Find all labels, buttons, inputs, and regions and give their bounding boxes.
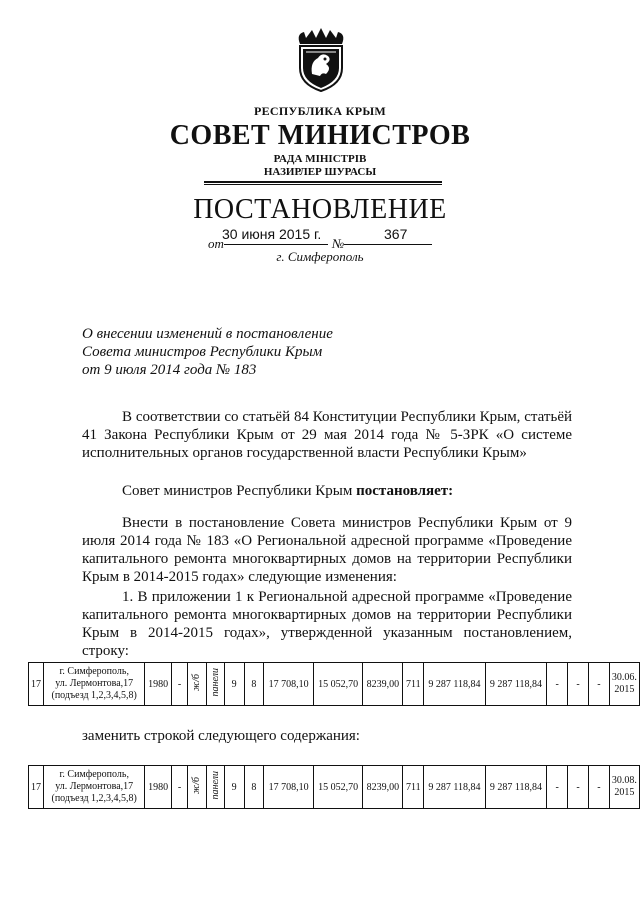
subject-line: О внесении изменений в постановление <box>82 326 333 342</box>
cost-fund-cell: 9 287 118,84 <box>485 663 547 706</box>
subject-line: Совета министров Республики Крым <box>82 344 323 360</box>
material-text: ж/б <box>191 776 203 795</box>
cost-total-cell: 9 287 118,84 <box>424 766 486 809</box>
type-cell <box>206 766 224 809</box>
dash-cell: - <box>171 663 187 706</box>
floors-cell: 9 <box>224 663 244 706</box>
republic-title: РЕСПУБЛИКА КРЫМ <box>253 104 387 118</box>
council-title: СОВЕТ МИНИСТРОВ <box>169 120 471 151</box>
area-living-cell: 15 052,70 <box>313 766 363 809</box>
number-label: № <box>332 236 345 251</box>
address-line: г. Симферополь, <box>59 666 129 677</box>
residents-cell: 711 <box>403 766 424 809</box>
address-line: ул. Лермонтова,17 <box>55 781 134 792</box>
date-underline <box>224 244 328 245</box>
deadline-line: 30.06. <box>611 672 637 683</box>
deadline-cell <box>609 766 639 809</box>
material-cell <box>188 766 206 809</box>
subject-line: от 9 июля 2014 года № 183 <box>82 362 257 378</box>
document-type: ПОСТАНОВЛЕНИЕ <box>193 194 447 225</box>
address-cell <box>44 663 145 706</box>
dash-cell: - <box>588 766 609 809</box>
residents-cell: 711 <box>403 663 424 706</box>
material-cell <box>188 663 206 706</box>
address-cell <box>44 766 145 809</box>
entrances-cell: 8 <box>244 663 264 706</box>
number-underline <box>344 244 432 245</box>
replace-text: заменить строкой следующего содержания: <box>82 728 360 744</box>
row-number: 17 <box>29 663 44 706</box>
area-living-cell: 15 052,70 <box>313 663 363 706</box>
area-other-cell: 8239,00 <box>363 766 403 809</box>
year-cell: 1980 <box>145 663 172 706</box>
entrances-cell: 8 <box>244 766 264 809</box>
dash-cell: - <box>588 663 609 706</box>
deadline-line: 2015 <box>614 787 635 798</box>
area-total-cell: 17 708,10 <box>264 663 314 706</box>
deadline-line: 30.08. <box>611 775 637 786</box>
dash-cell: - <box>568 663 589 706</box>
address-line: (подъезд 1,2,3,4,5,8) <box>51 690 137 701</box>
address-line: г. Симферополь, <box>59 769 129 780</box>
table-row <box>29 766 640 809</box>
cost-fund-cell: 9 287 118,84 <box>485 766 547 809</box>
document-date: 30 июня 2015 г. <box>222 226 322 242</box>
type-cell <box>206 663 224 706</box>
header-rule-thin <box>204 184 442 185</box>
document-city: г. Симферополь <box>276 249 364 264</box>
resolution-text: Совет министров Республики Крым <box>122 483 357 499</box>
coat-of-arms-emblem <box>292 28 350 92</box>
old-row-table <box>28 662 640 706</box>
year-cell: 1980 <box>145 766 172 809</box>
date-label: от <box>208 236 224 251</box>
council-title-ua: РАДА МІНІСТРІВ <box>273 153 367 165</box>
deadline-line: 2015 <box>614 684 635 695</box>
dash-cell: - <box>547 766 568 809</box>
dash-cell: - <box>547 663 568 706</box>
address-line: ул. Лермонтова,17 <box>55 678 134 689</box>
dash-cell: - <box>568 766 589 809</box>
floors-cell: 9 <box>224 766 244 809</box>
type-text: панели <box>209 771 221 800</box>
type-text: панели <box>209 668 221 697</box>
dash-cell: - <box>171 766 187 809</box>
new-row-table <box>28 765 640 809</box>
item-1-paragraph: 1. В приложении 1 к Региональной адресной программе «Проведение капитального ремонта многоквартирных домов на территории Республики Крым в 2014-2015 годах», утвержденной указанным постановлением, строку: <box>82 589 572 659</box>
resolution-verb: постановляет: <box>356 483 454 499</box>
area-total-cell: 17 708,10 <box>264 766 314 809</box>
document-subject <box>82 325 333 379</box>
deadline-cell <box>609 663 639 706</box>
cost-total-cell: 9 287 118,84 <box>424 663 486 706</box>
area-other-cell: 8239,00 <box>363 663 403 706</box>
document-number: 367 <box>384 226 408 242</box>
preamble-paragraph: В соответствии со статьёй 84 Конституции Республики Крым, статьёй 41 Закона Республики Крым от 29 мая 2014 года № 5-ЗРК «О системе исполнительных органов государственной власти Республики Крым» <box>82 409 572 461</box>
table-row <box>29 663 640 706</box>
address-line: (подъезд 1,2,3,4,5,8) <box>51 793 137 804</box>
council-title-crh: НАЗИРЛЕР ШУРАСЫ <box>263 166 377 178</box>
material-text: ж/б <box>191 673 203 692</box>
header-rule-thick <box>204 181 442 183</box>
amend-paragraph: Внести в постановление Совета министров Республики Крым от 9 июля 2014 года № 183 «О Региональной адресной программе «Проведение капитального ремонта многоквартирных домов на территории Республики Крым в 2014-2015 годах» следующие изменения: <box>82 515 572 585</box>
row-number: 17 <box>29 766 44 809</box>
resolution-paragraph <box>82 482 572 500</box>
